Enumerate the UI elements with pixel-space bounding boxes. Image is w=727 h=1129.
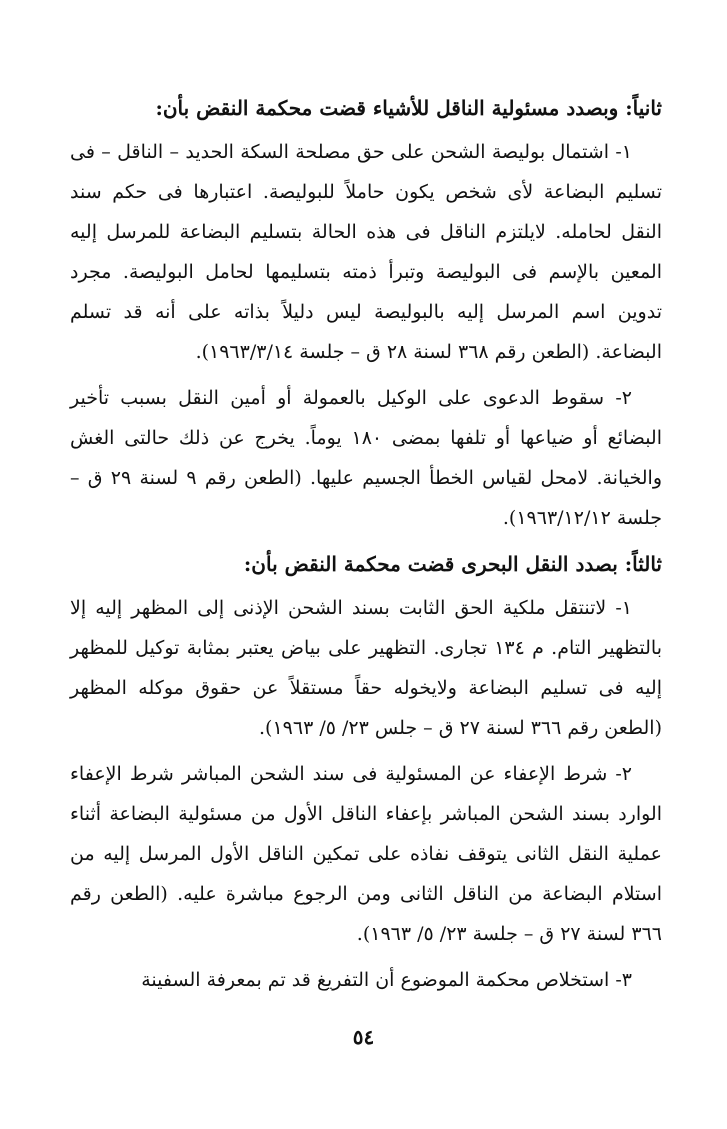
document-page [70, 88, 662, 1006]
section-2-paragraph-2: ٢- سقوط الدعوى على الوكيل بالعمولة أو أمين النقل بسبب تأخير البضائع أو ضياعها أو تلفها بمضى ١٨٠ يوماً. يخرج عن ذلك حالتى الغش والخيانة. لامحل لقياس الخطأ الجسيم عليها. (الطعن رقم ٩ لسنة ٢٩ ق – جلسة ١٩٦٣/١٢/١٢). [70, 387, 662, 529]
section-3-paragraph-3: ٣- استخلاص محكمة الموضوع أن التفريغ قد تم بمعرفة السفينة [141, 969, 632, 991]
section-2-heading: ثانياً: وبصدد مسئولية الناقل للأشياء قضت محكمة النقض بأن: [155, 96, 662, 120]
section-3-heading: ثالثاً: بصدد النقل البحرى قضت محكمة النقض بأن: [243, 552, 662, 576]
section-2-paragraph-1: ١- اشتمال بوليصة الشحن على حق مصلحة السكة الحديد – الناقل – فى تسليم البضاعة لأى شخص يكون حاملاً للبوليصة. اعتبارها فى حكم سند النقل لحامله. لايلتزم الناقل فى هذه الحالة بتسليم البضاعة للمرسل إليه المعين بالإسم فى البوليصة وتبرأ ذمته بتسليمها لحامل البوليصة. مجرد تدوين اسم المرسل إليه بالبوليصة ليس دليلاً بذاته على أنه قد تسلم البضاعة. (الطعن رقم ٣٦٨ لسنة ٢٨ ق – جلسة ١٩٦٣/٣/١٤). [70, 141, 662, 363]
section-3-paragraph-1: ١- لاتنتقل ملكية الحق الثابت بسند الشحن الإذنى إلى المظهر إليه إلا بالتظهير التام. م ١٣٤ تجارى. التظهير على بياض يعتبر بمثابة توكيل للمظهر إليه فى تسليم البضاعة ولايخوله حقاً مستقلاً عن حقوق موكله المظهر (الطعن رقم ٣٦٦ لسنة ٢٧ ق – جلس ٢٣/ ٥/ ١٩٦٣). [70, 597, 662, 739]
section-3-paragraph-2: ٢- شرط الإعفاء عن المسئولية فى سند الشحن المباشر شرط الإعفاء الوارد بسند الشحن المباشر بإعفاء الناقل الأول من مسئولية البضاعة أثناء عملية النقل الثانى يتوقف نفاذه على تمكين الناقل الأول المرسل إليه من استلام البضاعة من الناقل الثانى ومن الرجوع مباشرة عليه. (الطعن رقم ٣٦٦ لسنة ٢٧ ق – جلسة ٢٣/ ٥/ ١٩٦٣). [70, 763, 662, 945]
page-number: ٥٤ [352, 1025, 375, 1049]
